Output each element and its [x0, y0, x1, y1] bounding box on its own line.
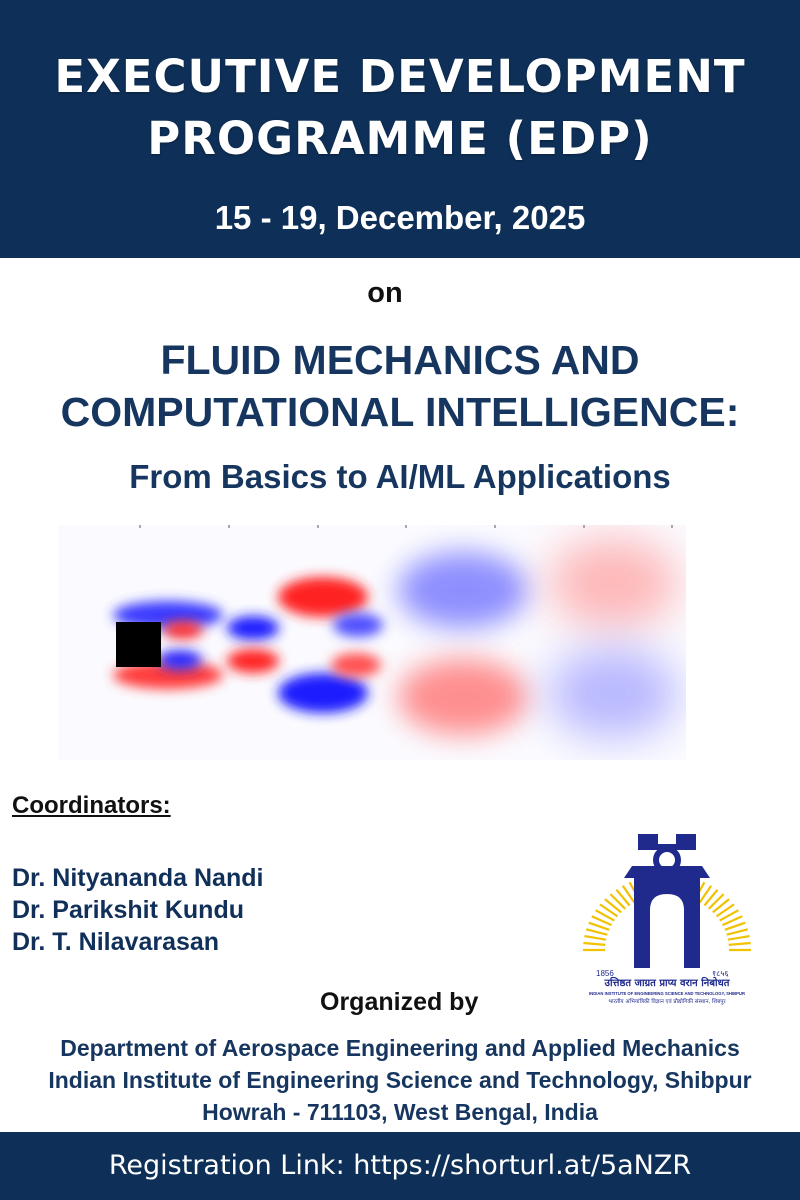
coordinator-name: Dr. Nityananda Nandi: [12, 864, 264, 892]
logo-institute-hindi: भारतीय अभियांत्रिकी विज्ञान एवं प्रौद्योगिकी संस्थान, शिबपुर: [608, 999, 726, 1005]
coordinator-name: Dr. Parikshit Kundu: [12, 896, 244, 924]
title-line-2: PROGRAMME (EDP): [147, 112, 653, 165]
logo-ray: [583, 943, 605, 945]
logo-institute-english: INDIAN INSTITUTE OF ENGINEERING SCIENCE AND TECHNOLOGY, SHIBPUR: [589, 991, 745, 996]
topic-line-1: FLUID MECHANICS AND: [160, 337, 640, 383]
logo-ray: [727, 929, 748, 934]
iiest-logo: [572, 830, 762, 1020]
topic-line-2: COMPUTATIONAL INTELLIGENCE:: [60, 389, 740, 435]
registration-footer: [0, 1132, 800, 1200]
institute-name: Indian Institute of Engineering Science and Technology, Shibpur: [48, 1067, 752, 1093]
coordinators-list: [12, 862, 263, 958]
logo-ray: [728, 936, 750, 940]
organized-by-label: Organized by: [320, 988, 479, 1016]
title-line-1: EXECUTIVE DEVELOPMENT: [54, 50, 746, 103]
logo-ray: [586, 929, 607, 934]
on-label: on: [367, 277, 403, 309]
header-banner: [0, 0, 800, 258]
logo-motto: उत्तिष्ठत जाग्रत प्राप्य वरान निबोधत: [604, 978, 730, 989]
vortex-wake-image: [58, 525, 686, 760]
logo-year-right: १८५६: [712, 969, 729, 978]
programme-date: 15 - 19, December, 2025: [214, 199, 586, 236]
programme-title: [0, 46, 800, 170]
coordinator-name: Dr. T. Nilavarasan: [12, 928, 220, 956]
registration-link[interactable]: Registration Link: https://shorturl.at/5aNZR: [108, 1150, 692, 1181]
organizer-details: [0, 1032, 800, 1128]
square-cylinder-shape: [116, 622, 161, 667]
logo-ray: [584, 936, 606, 940]
logo-year-left: 1856: [596, 969, 614, 978]
topic-subtitle: From Basics to AI/ML Applications: [129, 458, 671, 495]
institute-address: Howrah - 711103, West Bengal, India: [202, 1099, 598, 1125]
coordinators-heading: Coordinators:: [12, 792, 171, 819]
topic-title: [0, 334, 800, 438]
department-name: Department of Aerospace Engineering and Applied Mechanics: [60, 1035, 740, 1061]
logo-ray: [729, 943, 751, 945]
